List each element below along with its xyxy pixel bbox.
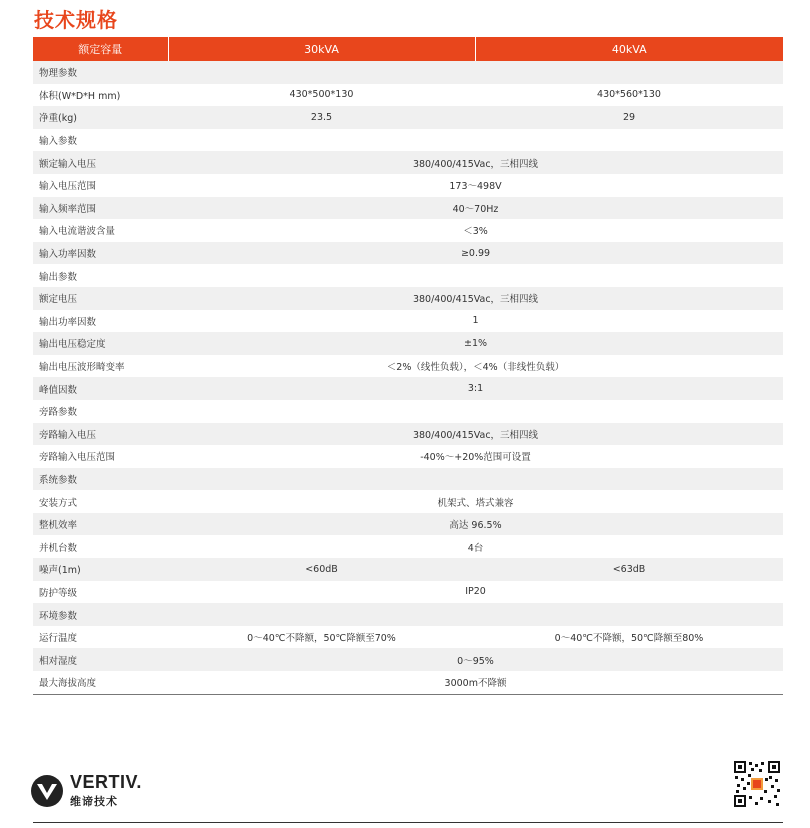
row-label: 防护等级 [33, 581, 168, 604]
row-label: 输入功率因数 [33, 242, 168, 265]
row-label: 环境参数 [33, 603, 168, 626]
table-row [33, 445, 783, 468]
table-row [33, 106, 783, 129]
row-value: 380/400/415Vac，三相四线 [168, 151, 783, 174]
row-label: 相对湿度 [33, 648, 168, 671]
header-rated-capacity: 额定容量 [33, 37, 168, 61]
row-label: 并机台数 [33, 535, 168, 558]
qr-code-icon [733, 760, 781, 808]
row-value-40kva: 0～40℃不降额，50℃降额至80% [475, 626, 783, 649]
page-title: 技术规格 [34, 8, 118, 32]
section-spacer [168, 264, 783, 287]
row-label: 输出电压稳定度 [33, 332, 168, 355]
spec-table [33, 37, 783, 695]
row-value: 机架式、塔式兼容 [168, 490, 783, 513]
row-value: 380/400/415Vac，三相四线 [168, 287, 783, 310]
row-value: 3:1 [168, 377, 783, 400]
table-row [33, 264, 783, 287]
row-label: 额定输入电压 [33, 151, 168, 174]
row-label: 整机效率 [33, 513, 168, 536]
table-row [33, 400, 783, 423]
table-row [33, 332, 783, 355]
header-40kva: 40kVA [475, 37, 783, 61]
row-label: 旁路输入电压范围 [33, 445, 168, 468]
table-row [33, 287, 783, 310]
table-row [33, 535, 783, 558]
table-row [33, 355, 783, 378]
row-value: 3000m不降额 [168, 671, 783, 694]
row-value: ±1% [168, 332, 783, 355]
table-row [33, 174, 783, 197]
header-30kva: 30kVA [168, 37, 475, 61]
row-label: 输入参数 [33, 129, 168, 152]
table-row [33, 648, 783, 671]
row-label: 峰值因数 [33, 377, 168, 400]
row-value: 4台 [168, 535, 783, 558]
row-label: 运行温度 [33, 626, 168, 649]
row-value: ≥0.99 [168, 242, 783, 265]
table-row [33, 151, 783, 174]
row-value-40kva: 29 [475, 106, 783, 129]
row-label: 物理参数 [33, 61, 168, 84]
row-value-30kva: 23.5 [168, 106, 475, 129]
row-label: 输出参数 [33, 264, 168, 287]
section-spacer [168, 603, 783, 626]
row-value-30kva: 0～40℃不降额，50℃降额至70% [168, 626, 475, 649]
section-spacer [168, 61, 783, 84]
row-value: ＜3% [168, 219, 783, 242]
row-label: 额定电压 [33, 287, 168, 310]
table-row [33, 423, 783, 446]
row-value: -40%～+20%范围可设置 [168, 445, 783, 468]
row-value-40kva: 430*560*130 [475, 84, 783, 107]
row-value: IP20 [168, 581, 783, 604]
row-label: 输入频率范围 [33, 197, 168, 220]
row-value-30kva: <60dB [168, 558, 475, 581]
table-row [33, 490, 783, 513]
logo-brand-cn: 维谛技术 [70, 795, 118, 808]
row-label: 输出电压波形畸变率 [33, 355, 168, 378]
section-spacer [168, 400, 783, 423]
row-value: ＜2%（线性负载），＜4%（非线性负载） [168, 355, 783, 378]
row-label: 旁路输入电压 [33, 423, 168, 446]
table-row [33, 558, 783, 581]
row-label: 输入电压范围 [33, 174, 168, 197]
table-row [33, 197, 783, 220]
table-row [33, 671, 783, 694]
row-label: 安装方式 [33, 490, 168, 513]
row-value: 0～95% [168, 648, 783, 671]
section-spacer [168, 129, 783, 152]
table-row [33, 468, 783, 491]
row-label: 旁路参数 [33, 400, 168, 423]
table-row [33, 513, 783, 536]
table-header-row [33, 37, 783, 61]
row-value: 173～498V [168, 174, 783, 197]
row-value: 高达 96.5% [168, 513, 783, 536]
table-row [33, 242, 783, 265]
table-row [33, 581, 783, 604]
row-label: 输入电流谐波含量 [33, 219, 168, 242]
bottom-divider [33, 822, 783, 823]
row-label: 体积(W*D*H mm) [33, 84, 168, 107]
row-label: 净重(kg) [33, 106, 168, 129]
table-row [33, 84, 783, 107]
row-value: 40～70Hz [168, 197, 783, 220]
table-row [33, 129, 783, 152]
table-row [33, 219, 783, 242]
row-value: 380/400/415Vac，三相四线 [168, 423, 783, 446]
table-row [33, 603, 783, 626]
row-label: 最大海拔高度 [33, 671, 168, 694]
row-label: 输出功率因数 [33, 310, 168, 333]
vertiv-logo-icon [30, 774, 64, 808]
row-value-30kva: 430*500*130 [168, 84, 475, 107]
table-row [33, 310, 783, 333]
table-row [33, 61, 783, 84]
table-row [33, 626, 783, 649]
row-label: 系统参数 [33, 468, 168, 491]
section-spacer [168, 468, 783, 491]
vertiv-logo [30, 773, 142, 809]
logo-brand-en: VERTIV. [70, 772, 142, 792]
table-row [33, 377, 783, 400]
row-value: 1 [168, 310, 783, 333]
row-value-40kva: <63dB [475, 558, 783, 581]
row-label: 噪声(1m) [33, 558, 168, 581]
spec-table-body [33, 61, 783, 694]
